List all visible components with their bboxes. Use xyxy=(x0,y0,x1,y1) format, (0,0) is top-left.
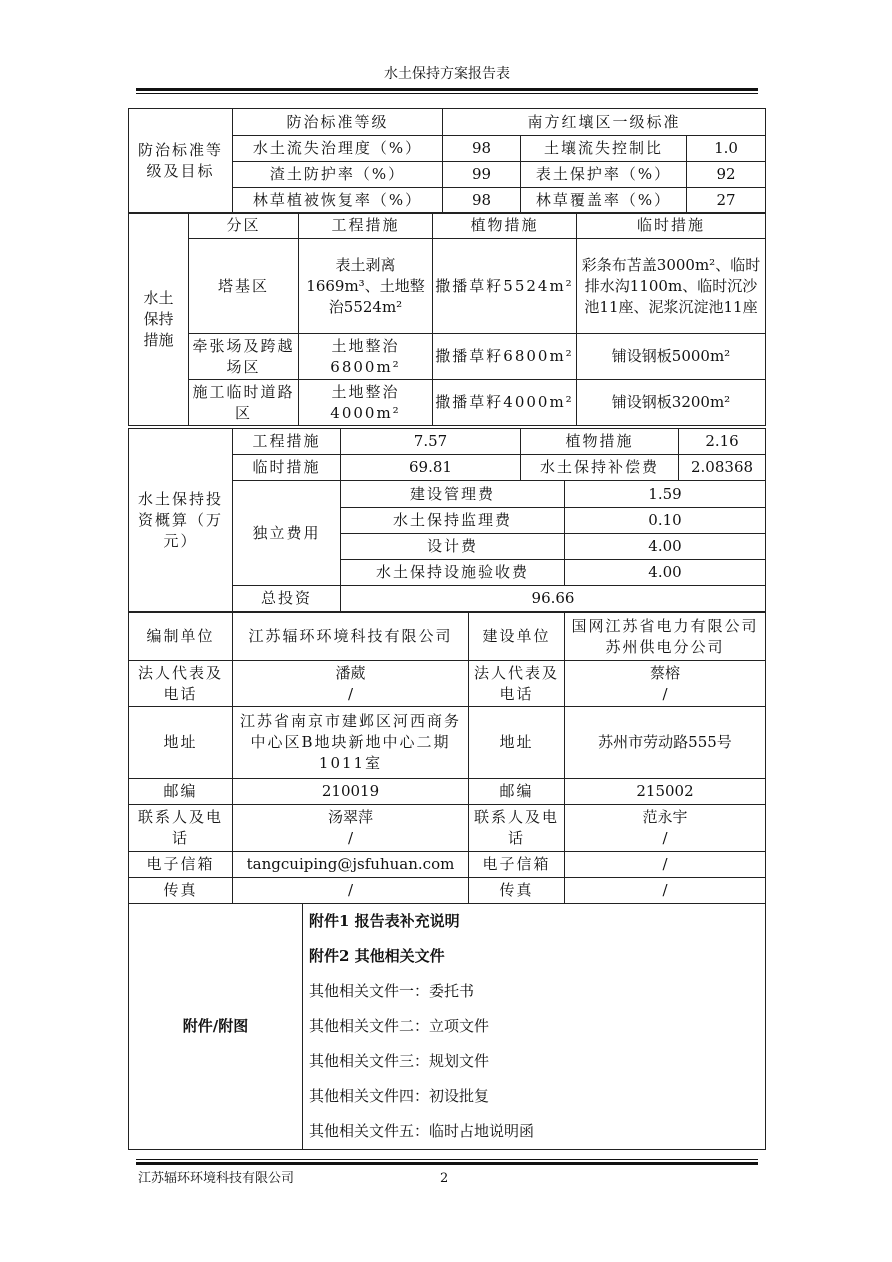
temporary-cell: 铺设钢板5000m² xyxy=(577,334,766,380)
metric-name: 土壤流失控制比 xyxy=(521,136,687,162)
engineering-cell: 表土剥离1669m³、土地整治5524m² xyxy=(299,239,433,334)
preparer-name: 江苏辐环环境科技有限公司 xyxy=(233,613,469,661)
postcode-left: 210019 xyxy=(233,779,469,805)
targets-table xyxy=(128,108,766,214)
footer-rule-thin xyxy=(136,1159,758,1160)
attachments-label: 附件/附图 xyxy=(129,904,303,1150)
zone-cell: 塔基区 xyxy=(189,239,299,334)
compensation-value: 2.08368 xyxy=(679,455,766,481)
temporary-cell: 彩条布苫盖3000m²、临时排水沟1100m、临时沉沙池11座、泥浆沉淀池11座 xyxy=(577,239,766,334)
engineering-cell: 土地整治6800m² xyxy=(299,334,433,380)
header-rule-thin xyxy=(136,93,758,94)
address-label: 地址 xyxy=(129,707,233,779)
footer-company: 江苏辐环环境科技有限公司 xyxy=(138,1171,295,1186)
plant-value: 2.16 xyxy=(679,429,766,455)
metric-value: 92 xyxy=(687,162,766,188)
metric-value: 99 xyxy=(443,162,521,188)
postcode-right: 215002 xyxy=(565,779,766,805)
measures-row-label: 水土 保持 措施 xyxy=(129,213,189,426)
builder-name: 国网江苏省电力有限公司苏州供电分公司 xyxy=(565,613,766,661)
address-left: 江苏省南京市建邺区河西商务中心区B地块新地中心二期1011室 xyxy=(233,707,469,779)
total-label: 总投资 xyxy=(233,586,341,612)
zone-cell: 施工临时道路区 xyxy=(189,380,299,426)
contact-label: 联系人及电话 xyxy=(469,805,565,852)
metric-value: 98 xyxy=(443,136,521,162)
engineering-cell: 土地整治4000m² xyxy=(299,380,433,426)
independent-item-name: 建设管理费 xyxy=(341,481,565,508)
targets-row-label: 防治标准等级及目标 xyxy=(129,109,233,214)
fax-label: 传真 xyxy=(469,878,565,904)
metric-name: 渣土防护率（%） xyxy=(233,162,443,188)
legal-left: 潘葳 / xyxy=(233,661,469,707)
email-label: 电子信箱 xyxy=(129,852,233,878)
grade-label: 防治标准等级 xyxy=(233,109,443,136)
address-label: 地址 xyxy=(469,707,565,779)
metric-value: 27 xyxy=(687,188,766,214)
compensation-label: 水土保持补偿费 xyxy=(521,455,679,481)
attachment-item: 其他相关文件四：初设批复 xyxy=(309,1087,490,1105)
attachment-item: 附件1 报告表补充说明 xyxy=(309,912,460,930)
contact-right: 范永宇 / xyxy=(565,805,766,852)
postcode-label: 邮编 xyxy=(469,779,565,805)
attachment-item: 其他相关文件一：委托书 xyxy=(309,982,475,1000)
plant-cell: 撒播草籽6800m² xyxy=(433,334,577,380)
plant-cell: 撒播草籽5524m² xyxy=(433,239,577,334)
header-rule-thick xyxy=(136,88,758,91)
attachment-item: 其他相关文件三：规划文件 xyxy=(309,1052,490,1070)
zone-cell: 牵张场及跨越场区 xyxy=(189,334,299,380)
independent-item-name: 水土保持设施验收费 xyxy=(341,560,565,586)
preparer-label: 编制单位 xyxy=(129,613,233,661)
email-left: tangcuiping@jsfuhuan.com xyxy=(233,852,469,878)
engineering-value: 7.57 xyxy=(341,429,521,455)
metric-value: 1.0 xyxy=(687,136,766,162)
temporary-label: 临时措施 xyxy=(233,455,341,481)
grade-value: 南方红壤区一级标准 xyxy=(443,109,766,136)
email-label: 电子信箱 xyxy=(469,852,565,878)
fax-label: 传真 xyxy=(129,878,233,904)
metric-name: 表土保护率（%） xyxy=(521,162,687,188)
engineering-label: 工程措施 xyxy=(233,429,341,455)
address-right: 苏州市劳动路555号 xyxy=(565,707,766,779)
engineering-header: 工程措施 xyxy=(299,213,433,239)
page-number: 2 xyxy=(440,1171,449,1186)
metric-name: 林草植被恢复率（%） xyxy=(233,188,443,214)
builder-label: 建设单位 xyxy=(469,613,565,661)
plant-header: 植物措施 xyxy=(433,213,577,239)
contact-label: 联系人及电话 xyxy=(129,805,233,852)
independent-item-name: 水土保持监理费 xyxy=(341,508,565,534)
plant-cell: 撒播草籽4000m² xyxy=(433,380,577,426)
postcode-label: 邮编 xyxy=(129,779,233,805)
page-header-title: 水土保持方案报告表 xyxy=(384,66,510,82)
legal-right: 蔡榕 / xyxy=(565,661,766,707)
contact-left: 汤翠萍 / xyxy=(233,805,469,852)
independent-label: 独立费用 xyxy=(233,481,341,586)
fax-left: / xyxy=(233,878,469,904)
temporary-cell: 铺设钢板3200m² xyxy=(577,380,766,426)
zone-header: 分区 xyxy=(189,213,299,239)
attachments-list xyxy=(303,904,766,1150)
metric-name: 林草覆盖率（%） xyxy=(521,188,687,214)
contacts-table xyxy=(128,612,766,904)
investment-row-label: 水土保持投资概算（万元） xyxy=(129,429,233,612)
independent-item-value: 0.10 xyxy=(565,508,766,534)
temporary-value: 69.81 xyxy=(341,455,521,481)
investment-table xyxy=(128,428,766,612)
independent-item-value: 1.59 xyxy=(565,481,766,508)
plant-label: 植物措施 xyxy=(521,429,679,455)
attachments-table xyxy=(128,903,766,1150)
independent-item-name: 设计费 xyxy=(341,534,565,560)
attachment-item: 其他相关文件五：临时占地说明函 xyxy=(309,1122,535,1140)
attachment-item: 其他相关文件二：立项文件 xyxy=(309,1017,490,1035)
metric-value: 98 xyxy=(443,188,521,214)
legal-label: 法人代表及电话 xyxy=(129,661,233,707)
temporary-header: 临时措施 xyxy=(577,213,766,239)
legal-label: 法人代表及电话 xyxy=(469,661,565,707)
attachment-item: 附件2 其他相关文件 xyxy=(309,947,445,965)
footer-rule-thick xyxy=(136,1162,758,1165)
independent-item-value: 4.00 xyxy=(565,534,766,560)
email-right: / xyxy=(565,852,766,878)
independent-item-value: 4.00 xyxy=(565,560,766,586)
fax-right: / xyxy=(565,878,766,904)
total-value: 96.66 xyxy=(341,586,766,612)
metric-name: 水土流失治理度（%） xyxy=(233,136,443,162)
measures-table xyxy=(128,212,766,426)
